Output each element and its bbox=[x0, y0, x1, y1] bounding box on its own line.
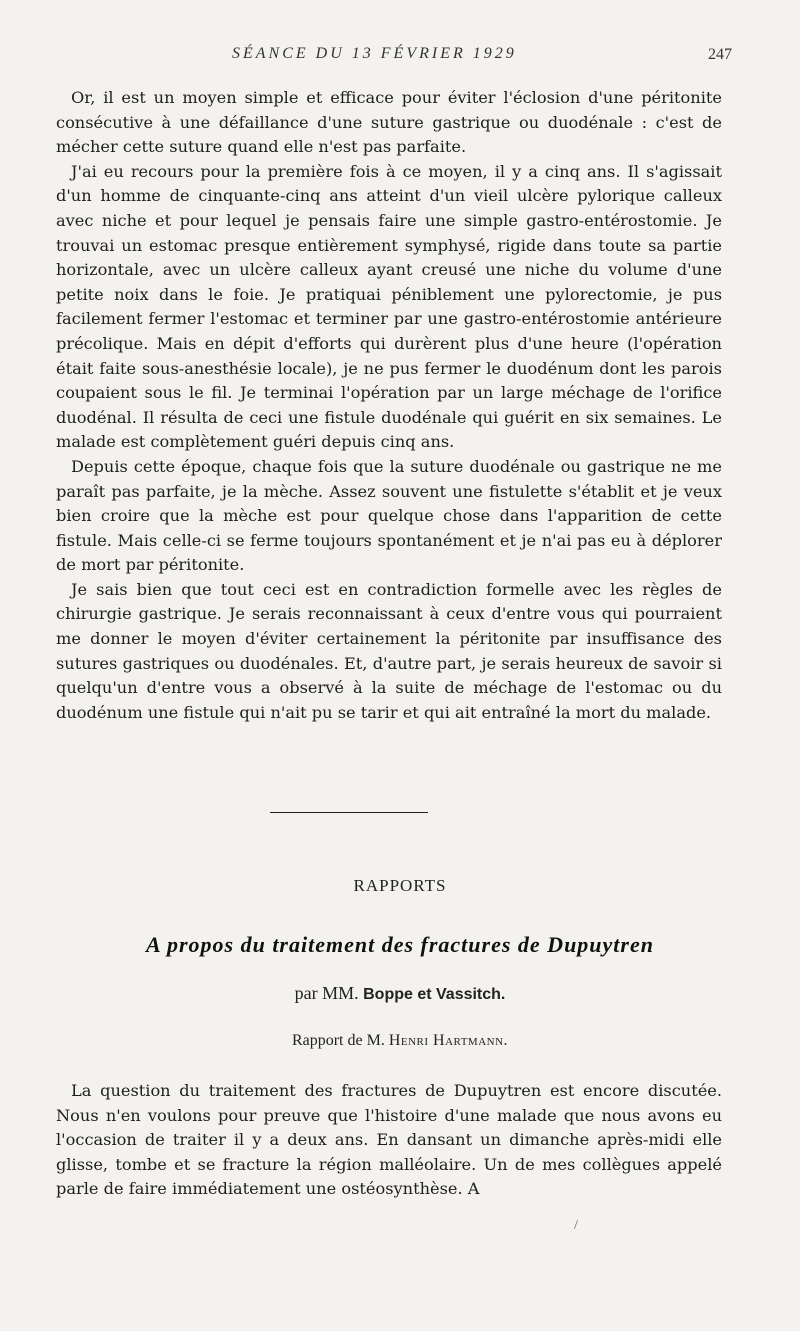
stray-pencil-mark: / bbox=[574, 1218, 578, 1233]
body-text-bottom bbox=[56, 1079, 722, 1202]
page-number: 247 bbox=[708, 46, 732, 63]
paragraph: Je sais bien que tout ceci est en contradiction formelle avec les règles de chirurgie gastrique. Je serais reconnaissant à ceux d'entre vous qui pourraient me donner le moyen d'éviter certainement la péritonite par insuffisance des sutures gastriques ou duodénales. Et, d'autre part, je serais heureux de savoir si quelqu'un d'entre vous a observé à la suite de méchage de l'estomac ou du duodénum une fistule qui n'ait pu se tarir et qui ait entraîné la mort du malade. bbox=[56, 579, 722, 722]
article-title: A propos du traitement des fractures de Dupuytren bbox=[146, 932, 654, 957]
paragraph: Or, il est un moyen simple et efficace pour éviter l'éclosion d'une péritonite consécutive à une défaillance d'une suture gastrique ou duodénale : c'est de mécher cette suture quand elle n'est pas parfaite. bbox=[56, 88, 722, 157]
body-text-top bbox=[56, 86, 722, 725]
paragraph: Depuis cette époque, chaque fois que la suture duodénale ou gastrique ne me paraît pas parfaite, je la mèche. Assez souvent une fistulette s'établit et je veux bien croire que la mèche est pour quelque chose dans l'apparition de cette fistule. Mais celle-ci se ferme toujours spontanément et je n'ai pas eu à déplorer de mort par péritonite. bbox=[56, 456, 722, 575]
section-heading: RAPPORTS bbox=[353, 876, 447, 895]
section-divider bbox=[270, 812, 428, 813]
paragraph: J'ai eu recours pour la première fois à ce moyen, il y a cinq ans. Il s'agissait d'un homme de cinquante-cinq ans atteint d'un vieil ulcère pylorique calleux avec niche et pour lequel je pensais faire une simple gastro-entérostomie. Je trouvai un estomac presque entièrement symphysé, rigide dans toute sa partie horizontale, avec un ulcère calleux ayant creusé une niche du volume d'une petite noix dans le foie. Je pratiquai péniblement une pylorectomie, je pus facilement fermer l'estomac et terminer par une gastro-entérostomie antérieure précolique. Mais en dépit d'efforts qui durèrent plus d'une heure (l'opération était faite sous-anesthésie locale), je ne pus fermer le duodénum dont les parois coupaient sous le fil. Je terminai l'opération par un large méchage de l'orifice duodénal. Il résulta de ceci une fistule duodénale qui guérit en six semaines. Le malade est complètement guéri depuis cinq ans. bbox=[56, 161, 722, 452]
byline bbox=[0, 983, 800, 1004]
byline-authors: Boppe et Vassitch. bbox=[363, 986, 506, 1003]
running-header: SÉANCE DU 13 FÉVRIER 1929 bbox=[232, 45, 517, 62]
report-author: Henri Hartmann. bbox=[388, 1032, 509, 1049]
byline-prefix: par MM. bbox=[294, 983, 359, 1003]
paragraph: La question du traitement des fractures de Dupuytren est encore discutée. Nous n'en voulons pour preuve que l'histoire d'une malade que nous avons eu l'occasion de traiter il y a deux ans. En dansant un dimanche après-midi elle glisse, tombe et se fracture la région malléolaire. Un de mes collègues appelé parle de faire immédiatement une ostéosynthèse. A bbox=[56, 1081, 722, 1199]
report-attribution bbox=[0, 1032, 800, 1050]
report-prefix: Rapport de M. bbox=[291, 1032, 385, 1049]
